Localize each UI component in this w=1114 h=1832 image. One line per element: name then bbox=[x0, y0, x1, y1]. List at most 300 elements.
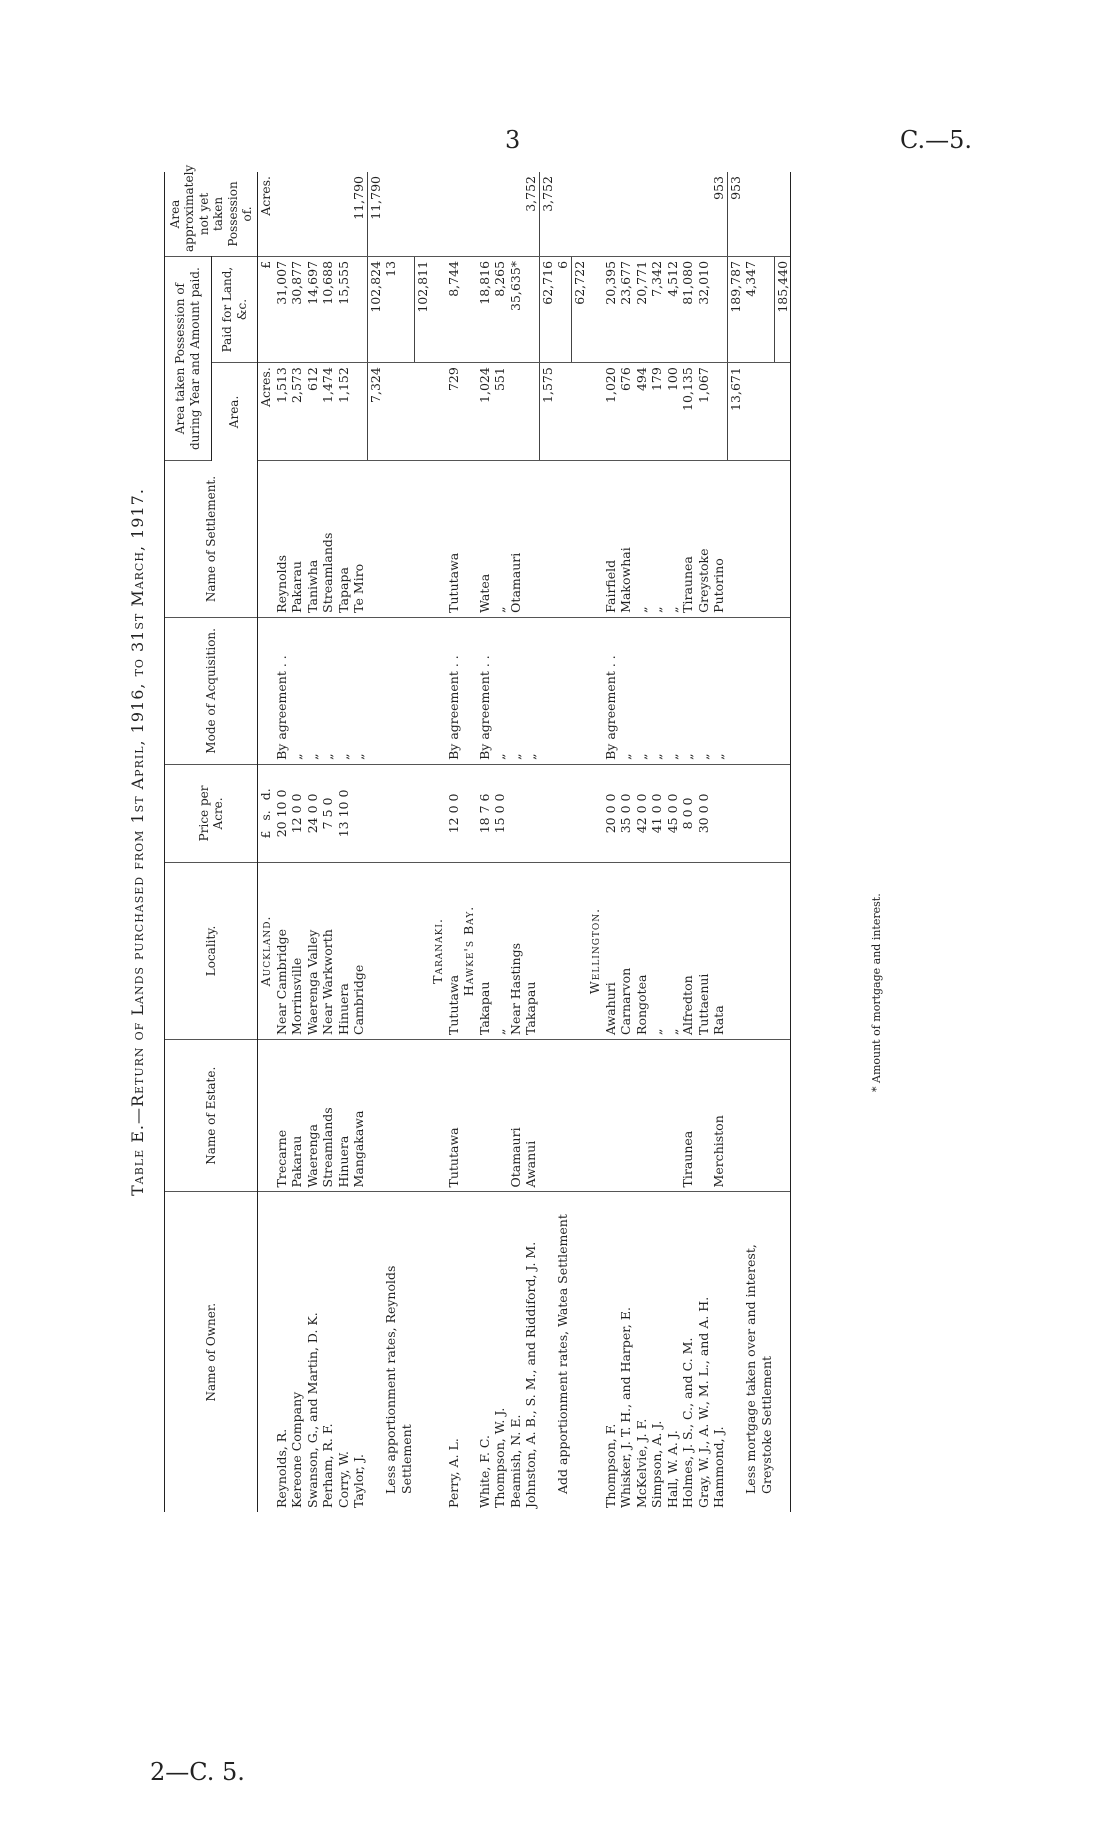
region-row bbox=[587, 172, 603, 1512]
mode-cell: „ bbox=[696, 617, 712, 764]
price-cell bbox=[508, 764, 524, 862]
empty-cell bbox=[430, 1192, 446, 1512]
empty-cell bbox=[555, 764, 571, 862]
settlement-cell: Tapapa bbox=[336, 461, 352, 618]
empty-cell bbox=[727, 1192, 743, 1512]
price-cell: 13 10 0 bbox=[336, 764, 352, 862]
subtotal-not-taken: 11,790 bbox=[367, 172, 383, 256]
table-row bbox=[446, 172, 462, 1512]
subtotal-area: 1,575 bbox=[539, 363, 555, 461]
area-cell: 100 bbox=[665, 363, 681, 461]
empty-cell bbox=[430, 172, 446, 256]
not-taken-cell: 3,752 bbox=[523, 172, 539, 256]
estate-cell bbox=[603, 1039, 619, 1192]
mode-cell: „ bbox=[523, 617, 539, 764]
price-cell: 8 0 0 bbox=[680, 764, 696, 862]
empty-cell bbox=[430, 363, 446, 461]
empty-cell bbox=[555, 363, 571, 461]
empty-cell bbox=[430, 256, 446, 362]
settlement-cell: Tiraunea bbox=[680, 461, 696, 618]
empty-cell bbox=[774, 172, 791, 256]
adjustment-row bbox=[383, 172, 414, 1512]
table-row bbox=[649, 172, 665, 1512]
price-cell: 20 0 0 bbox=[603, 764, 619, 862]
empty-cell bbox=[774, 862, 791, 1039]
settlement-cell: „ bbox=[634, 461, 650, 618]
settlement-cell: Te Miro bbox=[351, 461, 367, 618]
settlement-cell: Taniwha bbox=[305, 461, 321, 618]
table-row bbox=[351, 172, 367, 1512]
empty-cell bbox=[383, 1039, 414, 1192]
price-cell: 12 0 0 bbox=[289, 764, 305, 862]
table-row bbox=[523, 172, 539, 1512]
empty-cell bbox=[539, 1192, 555, 1512]
empty-cell bbox=[555, 1039, 571, 1192]
subtotal-row bbox=[367, 172, 383, 1512]
mode-cell: By agreement . . bbox=[446, 617, 462, 764]
area-cell: 2,573 bbox=[289, 363, 305, 461]
not-taken-cell bbox=[634, 172, 650, 256]
empty-cell bbox=[587, 1192, 603, 1512]
area-cell: 1,152 bbox=[336, 363, 352, 461]
area-cell: 551 bbox=[492, 363, 508, 461]
empty-cell bbox=[383, 764, 414, 862]
table-row bbox=[305, 172, 321, 1512]
price-cell: 20 10 0 bbox=[274, 764, 290, 862]
owner-cell: Beamish, N. E. bbox=[507, 1414, 523, 1508]
mode-cell: „ bbox=[649, 617, 665, 764]
empty-cell bbox=[774, 1192, 791, 1512]
empty-cell bbox=[461, 461, 477, 618]
header-not-taken: Area approximately not yet taken Possession of. bbox=[165, 172, 258, 256]
empty-cell bbox=[571, 1039, 587, 1192]
subtotal-paid: 62,716 bbox=[539, 256, 555, 362]
empty-cell bbox=[414, 363, 430, 461]
owner-cell: Taylor, J. bbox=[351, 1454, 367, 1508]
paid-cell: 20,771 bbox=[634, 256, 650, 362]
locality-cell: Cambridge bbox=[351, 862, 367, 1039]
region-row bbox=[430, 172, 446, 1512]
table-row bbox=[603, 172, 619, 1512]
settlement-cell: Streamlands bbox=[320, 461, 336, 618]
table-row bbox=[320, 172, 336, 1512]
mode-cell: „ bbox=[305, 617, 321, 764]
paid-unit: £ bbox=[258, 256, 274, 362]
paid-cell: 7,342 bbox=[649, 256, 665, 362]
empty-cell bbox=[383, 862, 414, 1039]
empty-cell bbox=[414, 862, 430, 1039]
empty-cell bbox=[461, 363, 477, 461]
empty-cell bbox=[414, 764, 430, 862]
header-paid: Paid for Land, &c. bbox=[211, 256, 258, 362]
area-cell: 729 bbox=[446, 363, 462, 461]
net-paid: 62,722 bbox=[571, 256, 587, 362]
price-cell: 12 0 0 bbox=[446, 764, 462, 862]
owner-cell: Thompson, W. J. bbox=[492, 1407, 508, 1508]
empty-cell bbox=[743, 1039, 774, 1192]
not-taken-cell bbox=[274, 172, 290, 256]
settlement-cell: „ bbox=[492, 461, 508, 618]
owner-cell: Hammond, J. bbox=[711, 1426, 727, 1508]
price-cell: 15 0 0 bbox=[492, 764, 508, 862]
owner-cell: Hall, W. A. J. bbox=[664, 1430, 680, 1508]
mode-cell: „ bbox=[618, 617, 634, 764]
paid-cell: 18,816 bbox=[477, 256, 493, 362]
empty-cell bbox=[774, 617, 791, 764]
empty-cell bbox=[258, 1192, 274, 1512]
adjustment-paid: 4,347 bbox=[743, 256, 774, 362]
adjustment-paid: 6 bbox=[555, 256, 571, 362]
estate-cell: Hinuera bbox=[336, 1039, 352, 1192]
subtotal-paid: 189,787 bbox=[727, 256, 743, 362]
header-owner: Name of Owner. bbox=[165, 1192, 258, 1512]
price-cell bbox=[351, 764, 367, 862]
estate-cell bbox=[618, 1039, 634, 1192]
price-cell bbox=[711, 764, 727, 862]
not-taken-cell bbox=[289, 172, 305, 256]
price-cell: 42 0 0 bbox=[634, 764, 650, 862]
estate-cell bbox=[665, 1039, 681, 1192]
pence-unit: d. bbox=[258, 788, 274, 801]
empty-cell bbox=[727, 764, 743, 862]
empty-cell bbox=[727, 617, 743, 764]
region-heading: Auckland. bbox=[258, 862, 274, 1039]
mode-cell: „ bbox=[711, 617, 727, 764]
net-total-row bbox=[571, 172, 587, 1512]
empty-cell bbox=[555, 172, 571, 256]
empty-cell bbox=[571, 1192, 587, 1512]
not-taken-cell bbox=[603, 172, 619, 256]
subtotal-not-taken: 3,752 bbox=[539, 172, 555, 256]
table-row bbox=[336, 172, 352, 1512]
estate-cell: Pakarau bbox=[289, 1039, 305, 1192]
not-taken-cell bbox=[446, 172, 462, 256]
table-row bbox=[680, 172, 696, 1512]
estate-cell bbox=[696, 1039, 712, 1192]
net-paid: 185,440 bbox=[774, 256, 791, 362]
shilling-unit: s. bbox=[258, 810, 274, 821]
estate-cell: Streamlands bbox=[320, 1039, 336, 1192]
empty-cell bbox=[774, 764, 791, 862]
mode-cell: By agreement . . bbox=[274, 617, 290, 764]
empty-cell bbox=[461, 1039, 477, 1192]
empty-cell bbox=[571, 862, 587, 1039]
mode-cell: „ bbox=[680, 617, 696, 764]
locality-cell: „ bbox=[492, 862, 508, 1039]
paid-cell: 35,635* bbox=[508, 256, 524, 362]
settlement-cell: Otamauri bbox=[508, 461, 524, 618]
net-paid: 102,811 bbox=[414, 256, 430, 362]
not-taken-cell bbox=[320, 172, 336, 256]
empty-cell bbox=[743, 862, 774, 1039]
owner-cell: Johnston, A. B., S. M., and Riddiford, J. M. bbox=[523, 1241, 539, 1508]
locality-cell: Tuttaenui bbox=[696, 862, 712, 1039]
settlement-cell: Tututawa bbox=[446, 461, 462, 618]
owner-cell: Perry, A. L. bbox=[445, 1438, 461, 1508]
mode-cell: „ bbox=[351, 617, 367, 764]
paid-cell bbox=[351, 256, 367, 362]
mode-cell: „ bbox=[634, 617, 650, 764]
empty-cell bbox=[743, 461, 774, 618]
table-body bbox=[258, 172, 791, 1512]
area-cell bbox=[508, 363, 524, 461]
empty-cell bbox=[587, 363, 603, 461]
empty-cell bbox=[430, 764, 446, 862]
area-cell: 179 bbox=[649, 363, 665, 461]
empty-cell bbox=[727, 862, 743, 1039]
units-row bbox=[258, 172, 274, 1512]
subtotal-row bbox=[539, 172, 555, 1512]
area-cell bbox=[351, 363, 367, 461]
empty-cell bbox=[367, 461, 383, 618]
subtotal-not-taken: 953 bbox=[727, 172, 743, 256]
area-cell: 10,135 bbox=[680, 363, 696, 461]
mode-cell: By agreement . . bbox=[603, 617, 619, 764]
net-total-row bbox=[774, 172, 791, 1512]
settlement-cell: „ bbox=[649, 461, 665, 618]
header-mode: Mode of Acquisition. bbox=[165, 617, 258, 764]
empty-cell bbox=[367, 617, 383, 764]
estate-cell: Otamauri bbox=[508, 1039, 524, 1192]
empty-cell bbox=[587, 256, 603, 362]
not-taken-cell bbox=[649, 172, 665, 256]
page-number: 3 bbox=[505, 126, 521, 154]
not-taken-cell: 11,790 bbox=[351, 172, 367, 256]
region-row bbox=[461, 172, 477, 1512]
locality-cell: Takapau bbox=[477, 862, 493, 1039]
table-row bbox=[711, 172, 727, 1512]
table-row bbox=[274, 172, 290, 1512]
empty-cell bbox=[383, 172, 414, 256]
empty-cell bbox=[555, 461, 571, 618]
empty-cell bbox=[587, 617, 603, 764]
paid-cell: 23,677 bbox=[618, 256, 634, 362]
subtotal-area: 13,671 bbox=[727, 363, 743, 461]
locality-cell: Near Cambridge bbox=[274, 862, 290, 1039]
estate-cell: Merchiston bbox=[711, 1039, 727, 1192]
empty-cell bbox=[383, 363, 414, 461]
owner-cell: White, F. C. bbox=[476, 1434, 492, 1508]
empty-cell bbox=[571, 461, 587, 618]
price-cell: 18 7 6 bbox=[477, 764, 493, 862]
empty-cell bbox=[587, 1039, 603, 1192]
locality-cell: „ bbox=[665, 862, 681, 1039]
settlement-cell: Makowhai bbox=[618, 461, 634, 618]
area-cell: 1,067 bbox=[696, 363, 712, 461]
empty-cell bbox=[383, 461, 414, 618]
paid-cell: 10,688 bbox=[320, 256, 336, 362]
owner-cell: Gray, W. J., A. W., M. L., and A. H. bbox=[695, 1296, 711, 1508]
empty-cell bbox=[571, 617, 587, 764]
table-row bbox=[477, 172, 493, 1512]
land-purchase-table bbox=[164, 164, 791, 1512]
empty-cell bbox=[539, 764, 555, 862]
adjustment-row bbox=[555, 172, 571, 1512]
adjustment-paid: 13 bbox=[383, 256, 414, 362]
owner-cell: Holmes, J. S., C., and C. M. bbox=[680, 1337, 696, 1508]
empty-cell bbox=[367, 764, 383, 862]
empty-cell bbox=[414, 617, 430, 764]
mode-cell: „ bbox=[665, 617, 681, 764]
settlement-cell: Greystoke bbox=[696, 461, 712, 618]
empty-cell bbox=[743, 363, 774, 461]
adjustment-label: Add apportionment rates, Watea Settlement bbox=[555, 1214, 571, 1494]
estate-cell bbox=[492, 1039, 508, 1192]
owner-cell: Whisker, J. T. H., and Harper, E. bbox=[618, 1307, 634, 1508]
empty-cell bbox=[367, 1192, 383, 1512]
area-cell: 1,020 bbox=[603, 363, 619, 461]
rotated-table-page bbox=[128, 164, 916, 1512]
not-taken-cell bbox=[508, 172, 524, 256]
empty-cell bbox=[555, 862, 571, 1039]
subtotal-area: 7,324 bbox=[367, 363, 383, 461]
area-cell bbox=[711, 363, 727, 461]
not-taken-cell bbox=[618, 172, 634, 256]
owner-cell: Perham, R. F. bbox=[320, 1423, 336, 1508]
paid-cell: 30,877 bbox=[289, 256, 305, 362]
paid-cell: 8,265 bbox=[492, 256, 508, 362]
price-cell bbox=[523, 764, 539, 862]
owner-cell: Corry, W. bbox=[335, 1450, 351, 1508]
paid-cell: 32,010 bbox=[696, 256, 712, 362]
empty-cell bbox=[414, 461, 430, 618]
not-taken-cell bbox=[680, 172, 696, 256]
area-cell: 1,024 bbox=[477, 363, 493, 461]
empty-cell bbox=[539, 461, 555, 618]
header-estate: Name of Estate. bbox=[165, 1039, 258, 1192]
paid-cell: 31,007 bbox=[274, 256, 290, 362]
not-taken-cell bbox=[665, 172, 681, 256]
table-row bbox=[492, 172, 508, 1512]
estate-cell bbox=[649, 1039, 665, 1192]
empty-cell bbox=[774, 1039, 791, 1192]
not-taken-cell bbox=[477, 172, 493, 256]
paid-cell: 81,080 bbox=[680, 256, 696, 362]
header-settlement: Name of Settlement. bbox=[165, 461, 258, 618]
region-heading: Hawke's Bay. bbox=[461, 862, 477, 1039]
not-taken-cell bbox=[305, 172, 321, 256]
empty-cell bbox=[587, 461, 603, 618]
not-taken-cell: 953 bbox=[711, 172, 727, 256]
area-cell: 612 bbox=[305, 363, 321, 461]
owner-cell: Thompson, F. bbox=[602, 1423, 618, 1508]
subtotal-row bbox=[727, 172, 743, 1512]
paid-cell: 4,512 bbox=[665, 256, 681, 362]
table-row bbox=[618, 172, 634, 1512]
empty-cell bbox=[414, 1192, 430, 1512]
empty-cell bbox=[743, 617, 774, 764]
subtotal-paid: 102,824 bbox=[367, 256, 383, 362]
empty-cell bbox=[555, 617, 571, 764]
empty-cell bbox=[774, 461, 791, 618]
empty-cell bbox=[587, 764, 603, 862]
paid-cell: 14,697 bbox=[305, 256, 321, 362]
net-total-row bbox=[414, 172, 430, 1512]
price-cell: 24 0 0 bbox=[305, 764, 321, 862]
locality-cell: „ bbox=[649, 862, 665, 1039]
settlement-cell: Pakarau bbox=[289, 461, 305, 618]
locality-cell: Near Hastings bbox=[508, 862, 524, 1039]
paid-cell bbox=[523, 256, 539, 362]
table-row bbox=[289, 172, 305, 1512]
locality-cell: Rongotea bbox=[634, 862, 650, 1039]
mode-cell: „ bbox=[492, 617, 508, 764]
empty-cell bbox=[571, 172, 587, 256]
table-row bbox=[634, 172, 650, 1512]
footer-reference: 2—C. 5. bbox=[150, 1758, 245, 1786]
not-taken-cell bbox=[696, 172, 712, 256]
empty-cell bbox=[430, 461, 446, 618]
area-unit: Acres. bbox=[258, 363, 274, 461]
empty-cell bbox=[414, 172, 430, 256]
empty-cell bbox=[727, 1039, 743, 1192]
empty-cell bbox=[258, 461, 274, 618]
region-heading: Wellington. bbox=[587, 862, 603, 1039]
settlement-cell: Watea bbox=[477, 461, 493, 618]
price-cell: 30 0 0 bbox=[696, 764, 712, 862]
area-cell: 1,474 bbox=[320, 363, 336, 461]
estate-cell: Trecarne bbox=[274, 1039, 290, 1192]
owner-cell: McKelvie, J. F. bbox=[633, 1418, 649, 1508]
locality-cell: Takapau bbox=[523, 862, 539, 1039]
area-cell: 676 bbox=[618, 363, 634, 461]
settlement-cell: „ bbox=[665, 461, 681, 618]
empty-cell bbox=[461, 617, 477, 764]
empty-cell bbox=[727, 461, 743, 618]
footnote: * Amount of mortgage and interest. bbox=[870, 893, 883, 1092]
locality-cell: Near Warkworth bbox=[320, 862, 336, 1039]
area-cell bbox=[523, 363, 539, 461]
price-cell: 45 0 0 bbox=[665, 764, 681, 862]
estate-cell: Tiraunea bbox=[680, 1039, 696, 1192]
adjustment-label: Less mortgage taken over and interest, Greystoke Settlement bbox=[743, 1244, 774, 1494]
empty-cell bbox=[430, 617, 446, 764]
empty-cell bbox=[743, 764, 774, 862]
header-area: Area. bbox=[211, 363, 258, 461]
estate-cell: Awanui bbox=[523, 1039, 539, 1192]
area-cell: 1,513 bbox=[274, 363, 290, 461]
empty-cell bbox=[258, 1039, 274, 1192]
empty-cell bbox=[461, 172, 477, 256]
estate-cell bbox=[477, 1039, 493, 1192]
empty-cell bbox=[430, 1039, 446, 1192]
not-taken-unit: Acres. bbox=[258, 172, 274, 256]
empty-cell bbox=[774, 363, 791, 461]
mode-cell: „ bbox=[336, 617, 352, 764]
region-heading: Taranaki. bbox=[430, 862, 446, 1039]
mode-cell: By agreement . . bbox=[477, 617, 493, 764]
header-locality: Locality. bbox=[165, 862, 258, 1039]
empty-cell bbox=[367, 1039, 383, 1192]
not-taken-cell bbox=[492, 172, 508, 256]
empty-cell bbox=[539, 1039, 555, 1192]
estate-cell bbox=[634, 1039, 650, 1192]
empty-cell bbox=[743, 172, 774, 256]
settlement-cell bbox=[523, 461, 539, 618]
locality-cell: Rata bbox=[711, 862, 727, 1039]
locality-cell: Tututawa bbox=[446, 862, 462, 1039]
paid-cell bbox=[711, 256, 727, 362]
locality-cell: Hinuera bbox=[336, 862, 352, 1039]
table-row bbox=[696, 172, 712, 1512]
area-cell: 494 bbox=[634, 363, 650, 461]
not-taken-cell bbox=[336, 172, 352, 256]
header-price: Price per Acre. bbox=[165, 764, 258, 862]
price-cell: 41 0 0 bbox=[649, 764, 665, 862]
owner-cell: Simpson, A. J. bbox=[649, 1420, 665, 1508]
paid-cell: 8,744 bbox=[446, 256, 462, 362]
empty-cell bbox=[258, 617, 274, 764]
